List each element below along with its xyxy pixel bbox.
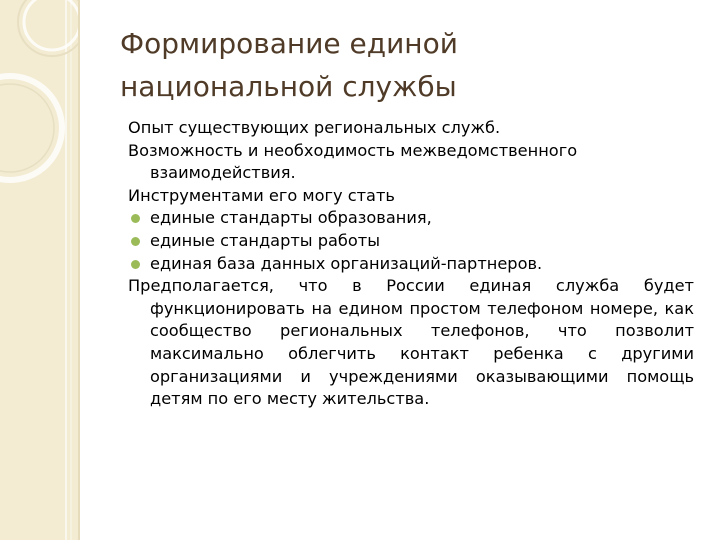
list-item xyxy=(128,253,694,276)
paragraph-regional-services: Опыт существующих региональных служб. xyxy=(128,118,501,137)
bullet-text: единые стандарты работы xyxy=(150,230,381,250)
slide-title xyxy=(120,22,700,108)
side-divider xyxy=(78,0,80,540)
title-line-1: Формирование единой xyxy=(120,27,458,60)
paragraph-proposal: Предполагается, что в России единая служба будет функционировать на едином простом телефоном номере, как сообщество региональных телефонов, что позволит максимально облегчить контакт ребенка с другими организациями и учреждениями оказывающими помощь детям по его месту жительства. xyxy=(128,276,694,409)
bullet-dot-icon xyxy=(131,214,140,223)
paragraph-instruments: Инструментами его могу стать xyxy=(128,185,395,205)
title-line-2: национальной службы xyxy=(120,70,457,103)
list-item xyxy=(128,207,694,230)
decorative-side-band xyxy=(0,0,78,540)
list-item xyxy=(128,230,694,253)
bullet-text: единая база данных организаций-партнеров. xyxy=(150,253,543,273)
bullet-dot-icon xyxy=(131,260,140,269)
slide-content xyxy=(128,117,694,411)
bullet-text: единые стандарты образования, xyxy=(150,208,432,228)
paragraph-interagency: Возможность и необходимость межведомственного взаимодействия. xyxy=(128,140,578,183)
decorative-rings xyxy=(0,0,78,540)
bullet-dot-icon xyxy=(131,237,140,246)
